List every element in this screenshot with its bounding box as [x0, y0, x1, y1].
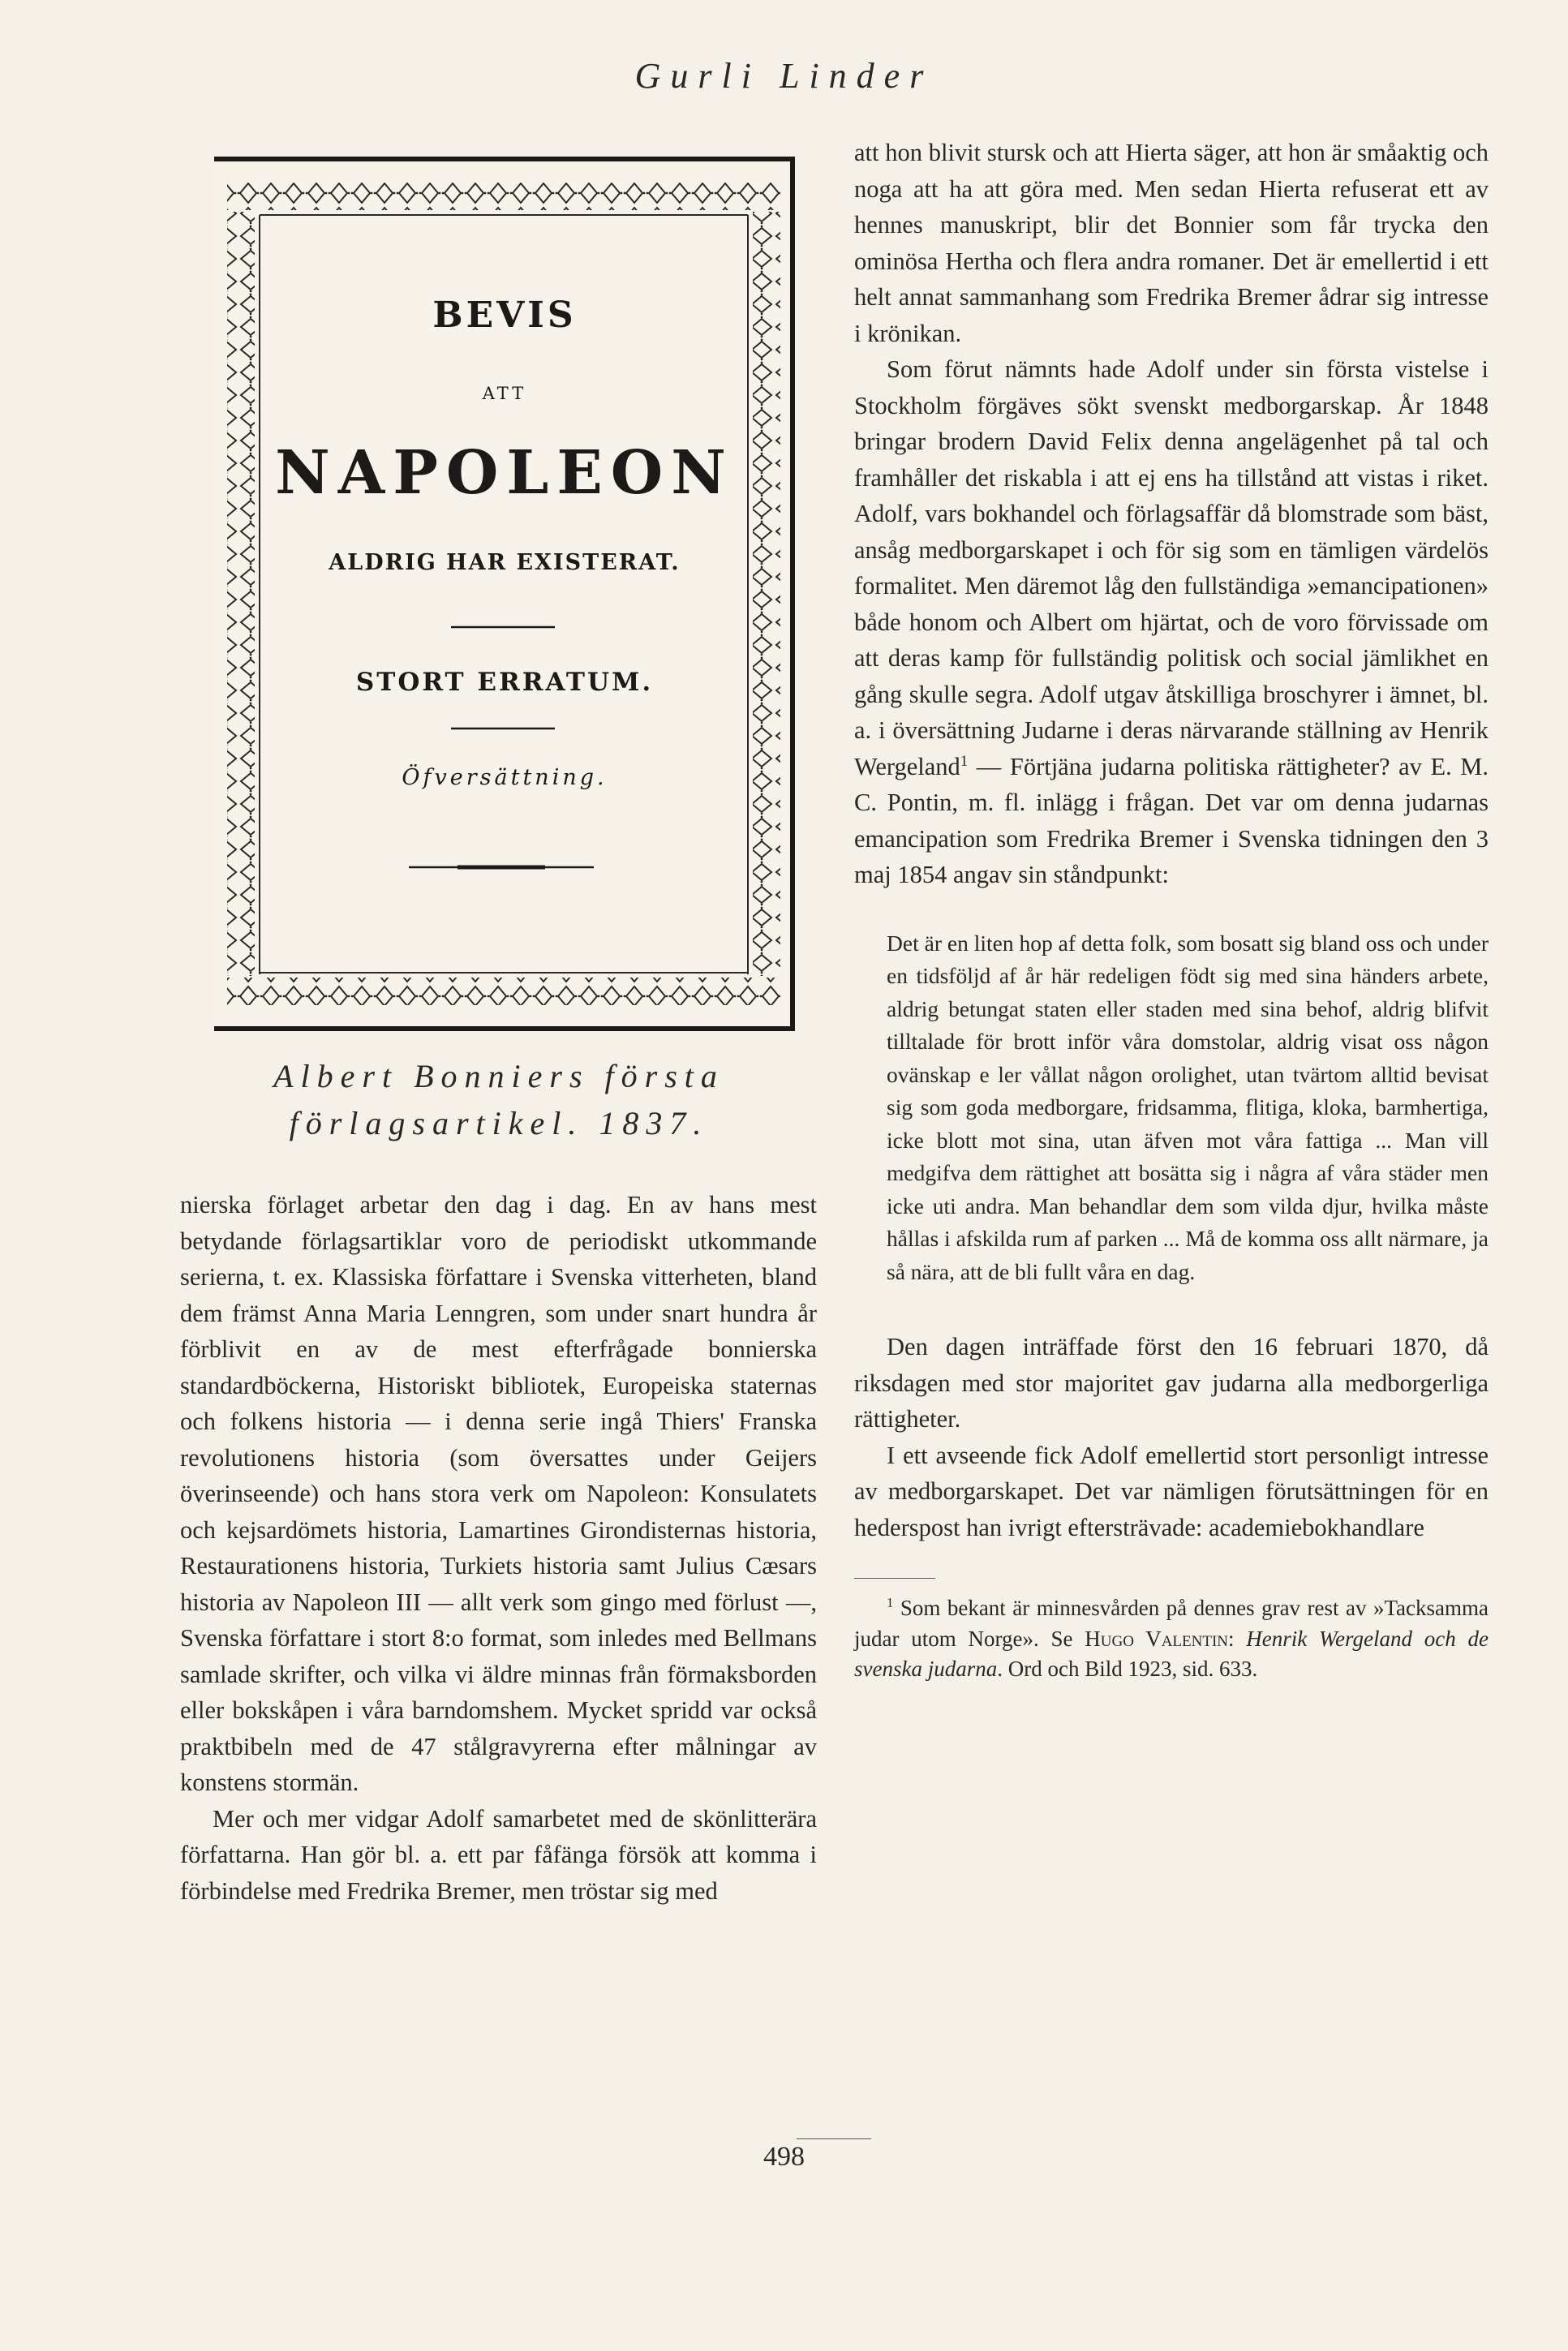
- paragraph: att hon blivit stursk och att Hierta säger, att hon är småaktig och noga att ha att göra med. Men sedan Hierta refuserat ett av hennes manuskript, blir det Bonnier som får trycka den ominösa Hertha och flera andra romaner. Det är emellertid i ett helt annat sammanhang som Fredrika Bremer ådrar sig intresse i krönikan.: [854, 139, 1489, 347]
- paragraph: nierska förlaget arbetar den dag i dag. En av hans mest betydande förlagsartiklar voro de periodiskt utkommande serierna, t. ex. Klassiska författare i Svenska vitterheten, bland dem främst Anna Maria Lenngren, som under snart hundra år förblivit en av de mest efterfrågade bonnierska standardböckerna, Historiskt bibliotek, Europeiska staternas och folkens historia — i denna serie ingå Thiers' Franska revolutionens historia (som översattes under Geijers överinseende) och hans stora verk om Napoleon: Konsulatets och kejsardömets historia, Lamartines Girondisternas historia, Restaurationens historia, Turkiets historia samt Julius Cæsars historia av Napoleon III — allt verk som gingo med förlust —, Svenska författare i stort 8:o format, som inledes med Bellmans samlade skrifter, och vilka vi äldre minnas från förmaksborden eller bokskåpen i våra barndomshem. Mycket spridd var också praktbibeln med de 47 stålgravyrerna efter målningar av konstens stormän.: [180, 1191, 817, 1796]
- title-page-figure: [214, 157, 795, 1031]
- title-napoleon: NAPOLEON: [275, 438, 734, 508]
- page-number: 498: [763, 2142, 805, 2172]
- right-column: [854, 135, 1489, 1685]
- running-head: Gurli Linder: [634, 56, 934, 96]
- title-att: ATT: [482, 384, 527, 403]
- paragraph: Mer och mer vidgar Adolf samarbetet med de skönlitterära författarna. Han gör bl. a. ett par fåfänga försök att komma i förbindelse med Fredrika Bremer, men tröstar sig med: [180, 1804, 817, 1905]
- title-oversattning: Öfversättning.: [402, 765, 608, 790]
- paragraph: I ett avseende fick Adolf emellertid stort personligt intresse av medborgarskapet. Det var nämligen förutsättningen för en hederspost han ivrigt eftersträvade: academiebokhandlare: [854, 1441, 1489, 1541]
- footnote-ref: 1: [960, 752, 969, 770]
- page-number-rule: [797, 2138, 871, 2139]
- title-aldrig: ALDRIG HAR EXISTERAT.: [329, 550, 681, 575]
- title-erratum: STORT ERRATUM.: [355, 668, 654, 697]
- figure-caption: Albert Bonniers första förlagsartikel. 1837.: [273, 1058, 724, 1141]
- decorative-border: [214, 157, 795, 1031]
- footnote-rule: [854, 1578, 935, 1579]
- title-bevis: BEVIS: [432, 294, 577, 336]
- footnote: $^1$ Som bekant är minnesvården på dennes grav rest av »Tacksamma judar utom Norge». Se Hugo Valentin: Henrik Wergeland och de svenska judarna. Ord och Bild 1923, sid. 633.: [854, 1595, 1489, 1681]
- left-column: [180, 1187, 817, 1909]
- paragraph: Som förut nämnts hade Adolf under sin första vistelse i Stockholm förgäves sökt svenskt medborgarskap. År 1848 bringar brodern David Felix denna angelägenhet på tal och framhåller det riskabla i att ej ens ha tillstånd att vistas i riket. Adolf, vars bokhandel och förlagsaffär då blomstrade som bäst, ansåg medborgarskapet i och för sig som en tämligen värdelös formalitet. Men däremot låg den fullständiga »emancipationen» både honom och Albert om hjärtat, och de voro förvissade om att deras kamp för fullständig politisk och social jämlikhet en gång skulle segra. Adolf utgav åtskilliga broschyrer i ämnet, bl. a. i översättning Judarne i deras närvarande ställning av Henrik Wergeland$^1$ — Förtjäna judarna politiska rättigheter? av E. M. C. Pontin, m. fl. inlägg i frågan. Det var om denna judarnas emancipation som Fredrika Bremer i Svenska tidningen den 3 maj 1854 angav sin ståndpunkt:: [854, 355, 1489, 888]
- paragraph: Den dagen inträffade först den 16 februari 1870, då riksdagen med stor majoritet gav judarna alla medborgerliga rättigheter.: [854, 1333, 1489, 1433]
- block-quote: Det är en liten hop af detta folk, som bosatt sig bland oss och under en tidsföljd af år här redeligen födt sig med sina händers arbete, aldrig betungat staten eller staden med sina behof, aldrig blifvit tilltalade för brott inför våra domstolar, aldrig visat oss någon ovänskap e ler vållat någon orolighet, utan tvärtom alltid bevisat sig som goda medborgare, fridsamma, flitiga, kloka, barmhertiga, icke blott mot sina, utan äfven mot våra fattiga ... Man vill medgifva dem rättighet att bosätta sig i några af våra städer men icke uti andra. Man behandlar dem som vilda djur, hvilka måste hållas i afskilda rum af parken ... Må de komma oss allt närmare, ja så nära, att de bli fullt våra en dag.: [887, 930, 1489, 1284]
